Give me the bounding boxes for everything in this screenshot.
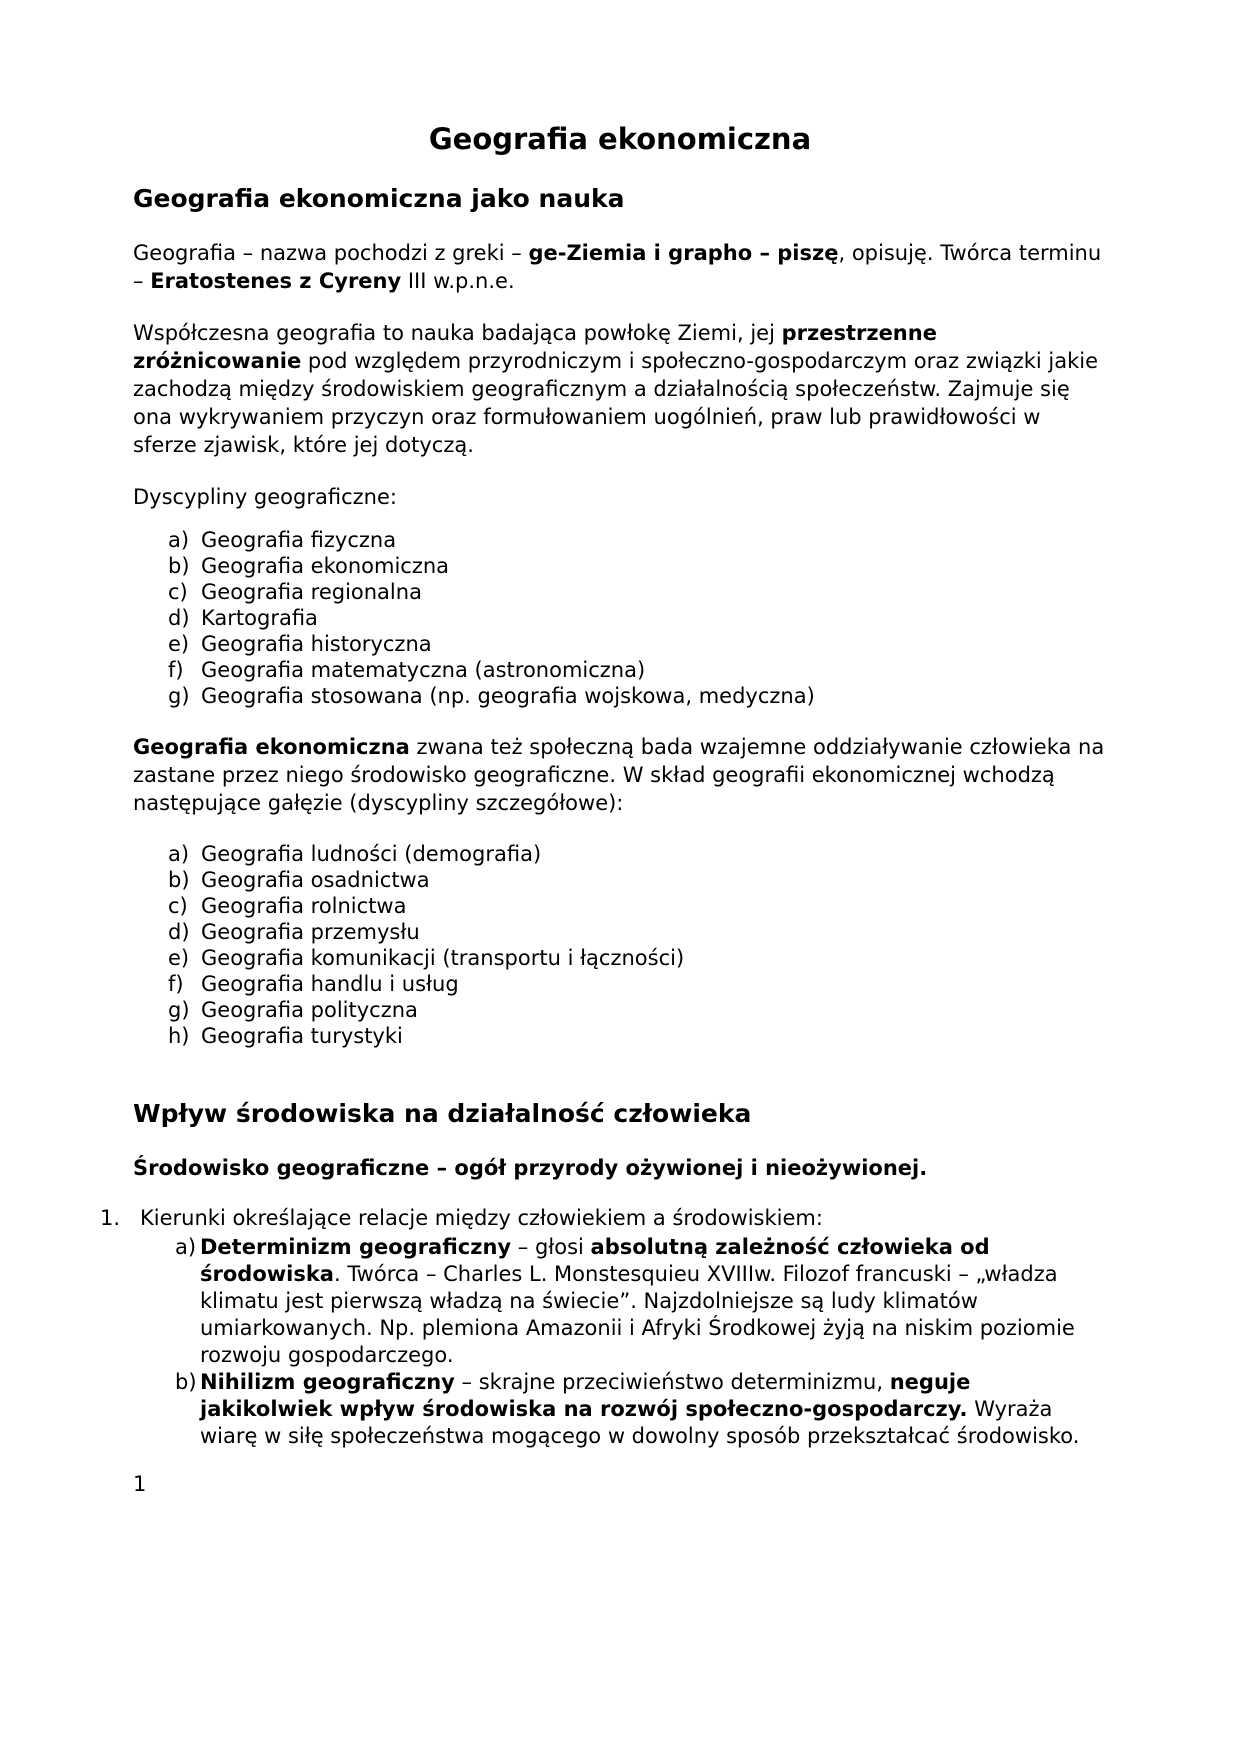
text-run-bold: Geografia ekonomiczna bbox=[133, 735, 410, 759]
text-run: , opisuję. Twórca terminu – bbox=[133, 241, 1102, 293]
list-item bbox=[133, 579, 1107, 605]
list-item bbox=[133, 893, 1107, 919]
list-marker: b) bbox=[175, 1370, 197, 1394]
text-run-bold: neguje jakikolwiek wpływ środowiska na rozwój społeczno-gospodarczy. bbox=[200, 1370, 971, 1421]
list-item bbox=[133, 919, 1107, 945]
list-marker: e) bbox=[168, 632, 190, 656]
paragraph-etymology bbox=[133, 239, 1107, 295]
list-item-text bbox=[200, 1369, 1107, 1450]
section-heading-wplyw-srodowiska: Wpływ środowiska na działalność człowieka bbox=[133, 1099, 752, 1128]
list-item-text: Geografia rolnictwa bbox=[201, 894, 407, 918]
list-marker: h) bbox=[168, 1024, 190, 1048]
text-run-bold: absolutną zależność człowieka od środowiska bbox=[200, 1235, 990, 1286]
list-item-text: Geografia osadnictwa bbox=[201, 868, 430, 892]
list-marker: a) bbox=[168, 842, 190, 866]
section-heading-geografia-jako-nauka: Geografia ekonomiczna jako nauka bbox=[133, 184, 625, 213]
paragraph-economic-geography bbox=[133, 733, 1107, 817]
text-run-bold: przestrzenne zróżnicowanie bbox=[133, 321, 937, 373]
text-run: Geografia – nazwa pochodzi z greki – bbox=[133, 241, 529, 265]
paragraph-disciplines-label: Dyscypliny geograficzne: bbox=[133, 485, 397, 509]
list-marker: b) bbox=[168, 554, 190, 578]
text-run: Współczesna geografia to nauka badająca powłokę Ziemi, jej bbox=[133, 321, 782, 345]
text-run: – głosi bbox=[511, 1235, 591, 1259]
list-item-text bbox=[200, 1234, 1107, 1369]
list-marker: c) bbox=[168, 894, 188, 918]
list-item-text: Geografia turystyki bbox=[201, 1024, 403, 1048]
list-marker: c) bbox=[168, 580, 188, 604]
directions-sub-list bbox=[133, 1234, 1107, 1450]
list-item bbox=[133, 527, 1107, 553]
list-item bbox=[133, 605, 1107, 631]
list-item-text: Geografia przemysłu bbox=[201, 920, 420, 944]
list-item bbox=[133, 553, 1107, 579]
list-item-text: Geografia stosowana (np. geografia wojskowa, medyczna) bbox=[201, 684, 815, 708]
text-run-bold: Nihilizm geograficzny bbox=[200, 1370, 455, 1394]
sub-list-item-determinizm bbox=[133, 1234, 1107, 1369]
list-item bbox=[133, 971, 1107, 997]
list-marker: a) bbox=[175, 1235, 197, 1259]
list-item bbox=[133, 657, 1107, 683]
list-item-text: Kierunki określające relacje między człowiekiem a środowiskiem: bbox=[140, 1206, 823, 1230]
list-item bbox=[133, 997, 1107, 1023]
list-item-text: Geografia komunikacji (transportu i łączności) bbox=[201, 946, 685, 970]
list-marker: e) bbox=[168, 946, 190, 970]
list-marker: b) bbox=[168, 868, 190, 892]
list-marker: g) bbox=[168, 998, 190, 1022]
disciplines-list bbox=[133, 527, 1107, 709]
paragraph-modern-geography bbox=[133, 319, 1107, 459]
list-marker: a) bbox=[168, 528, 190, 552]
list-marker: g) bbox=[168, 684, 190, 708]
list-item-text: Geografia handlu i usług bbox=[201, 972, 459, 996]
text-run: – skrajne przeciwieństwo determinizmu, bbox=[454, 1370, 890, 1394]
list-item bbox=[133, 945, 1107, 971]
text-run: pod względem przyrodniczym i społeczno-gospodarczym oraz związki jakie zachodzą między środowiskiem geograficznym a działalnością społeczeństw. Zajmuje się ona wykrywaniem przyczyn oraz formułowaniem uogólnień, praw lub prawidłowości w sferze zjawisk, które jej dotyczą. bbox=[133, 349, 1099, 457]
list-item bbox=[133, 683, 1107, 709]
list-item bbox=[133, 631, 1107, 657]
list-item-text: Geografia ludności (demografia) bbox=[201, 842, 542, 866]
text-run: Wyraża wiarę w siłę społeczeństwa mogącego w dowolny sposób przekształcać środowisko. bbox=[200, 1397, 1080, 1448]
list-item-text: Geografia historyczna bbox=[201, 632, 432, 656]
text-run: III w.p.n.e. bbox=[401, 269, 515, 293]
text-run-bold: Eratostenes z Cyreny bbox=[150, 269, 402, 293]
text-run-bold: ge-Ziemia i grapho – piszę bbox=[528, 241, 839, 265]
list-item-text: Geografia matematyczna (astronomiczna) bbox=[201, 658, 646, 682]
list-marker: f) bbox=[168, 658, 184, 682]
numbered-list bbox=[100, 1204, 1107, 1232]
list-marker: d) bbox=[168, 920, 190, 944]
list-item-text: Geografia ekonomiczna bbox=[201, 554, 450, 578]
text-run-bold: Determinizm geograficzny bbox=[200, 1235, 512, 1259]
text-run: . Twórca – Charles L. Monstesquieu XVIIIw. Filozof francuski – „władza klimatu jest pierwszą władzą na świecie”. Najzdolniejsze są ludy klimatów umiarkowanych. Np. plemiona Amazonii i Afryki Środkowej żyją na niskim poziomie rozwoju gospodarczego. bbox=[200, 1262, 1075, 1367]
branches-list bbox=[133, 841, 1107, 1049]
page-number: 1 bbox=[133, 1472, 147, 1496]
list-item-text: Geografia fizyczna bbox=[201, 528, 397, 552]
list-marker: d) bbox=[168, 606, 190, 630]
list-marker: f) bbox=[168, 972, 184, 996]
list-item bbox=[133, 867, 1107, 893]
paragraph-environment-definition: Środowisko geograficzne – ogół przyrody ożywionej i nieożywionej. bbox=[133, 1156, 928, 1180]
list-item-text: Geografia polityczna bbox=[201, 998, 418, 1022]
list-item bbox=[133, 1023, 1107, 1049]
sub-list-item-nihilizm bbox=[133, 1369, 1107, 1450]
list-item bbox=[133, 841, 1107, 867]
numbered-list-item bbox=[100, 1204, 1107, 1232]
list-item-text: Geografia regionalna bbox=[201, 580, 422, 604]
list-item-text: Kartografia bbox=[201, 606, 318, 630]
document-title: Geografia ekonomiczna bbox=[428, 122, 812, 156]
text-run: zwana też społeczną bada wzajemne oddziaływanie człowieka na zastane przez niego środowisko geograficzne. W skład geografii ekonomicznej wchodzą następujące gałęzie (dyscypliny szczegółowe): bbox=[133, 735, 1105, 815]
list-marker: 1. bbox=[100, 1206, 121, 1230]
